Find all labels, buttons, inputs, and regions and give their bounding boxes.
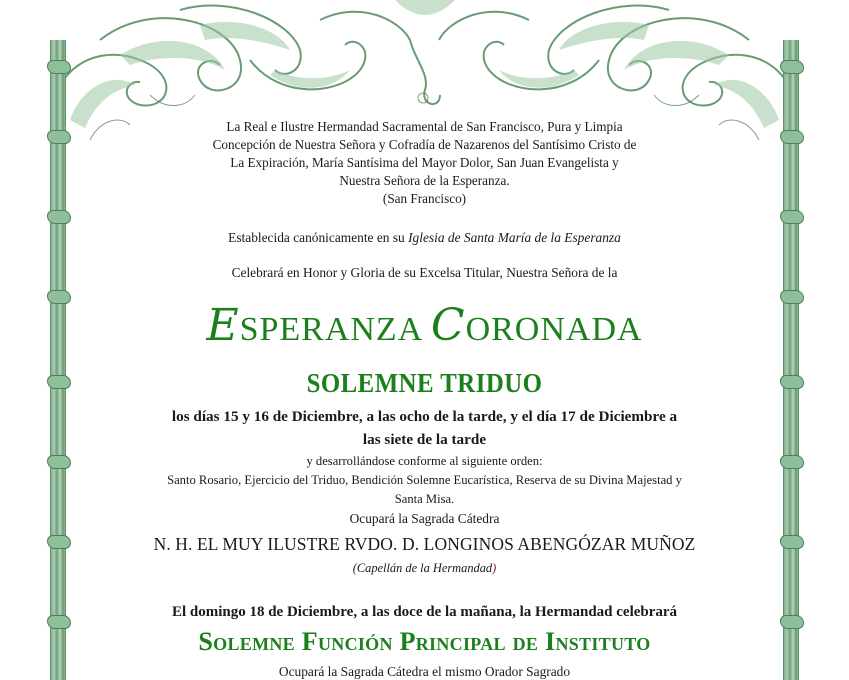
titular-heading: [70, 300, 779, 351]
capellan-text: (Capellán de la Hermandad: [352, 561, 493, 575]
hermandad-line: La Real e Ilustre Hermandad Sacramental de San Francisco, Pura y Limpia: [226, 119, 623, 134]
left-border-column: [50, 40, 66, 680]
capellan-note: [70, 561, 779, 576]
titular-initial-c: C: [430, 300, 466, 351]
funcion-catedra-partial: Ocupará la Sagrada Cátedra el mismo Orador Sagrado: [278, 664, 571, 679]
catedra-line: Ocupará la Sagrada Cátedra: [349, 511, 500, 526]
triduo-dates-line1: los días 15 y 16 de Diciembre, a las ocho de la tarde, y el día 17 de Diciembre a: [171, 408, 678, 425]
orden-line2: Santa Misa.: [394, 492, 455, 506]
titular-word2-rest: ORONADA: [465, 311, 643, 348]
celebrara-line: Celebrará en Honor y Gloria de su Excelsa Titular, Nuestra Señora de la: [231, 265, 618, 280]
hermandad-line: Nuestra Señora de la Esperanza.: [339, 173, 510, 188]
establecida-prefix: Establecida canónicamente en su: [228, 230, 409, 245]
right-border-column: [783, 40, 799, 680]
church-name: Iglesia de Santa María de la Esperanza: [408, 230, 621, 245]
orador-name: N. H. EL MUY ILUSTRE RVDO. D. LONGINOS ABENGÓZAR MUÑOZ: [153, 534, 696, 554]
triduo-dates: [50, 405, 799, 451]
hermandad-line: Concepción de Nuestra Señora y Cofradía de Nazarenos del Santísimo Cristo de: [212, 137, 637, 152]
triduo-dates-line2: las siete de la tarde: [362, 431, 487, 448]
hermandad-name-block: [70, 118, 779, 208]
titular-initial-e: E: [206, 300, 240, 351]
titular-word1-rest: SPERANZA: [239, 311, 422, 348]
triduo-title: SOLEMNE TRIDUO: [306, 368, 543, 398]
triduo-orden: [50, 452, 799, 509]
hermandad-line: La Expiración, María Santísima del Mayor Dolor, San Juan Evangelista y: [230, 155, 619, 170]
capellan-close-paren: ): [492, 561, 497, 575]
orden-intro: y desarrollándose conforme al siguiente orden:: [306, 454, 543, 468]
funcion-title: Solemne Función Principal de Instituto: [198, 627, 651, 656]
hermandad-line: (San Francisco): [382, 191, 467, 206]
establecida-line: [70, 230, 779, 246]
funcion-intro: El domingo 18 de Diciembre, a las doce de la mañana, la Hermandad celebrará: [171, 604, 678, 620]
orden-line1: Santo Rosario, Ejercicio del Triduo, Bendición Solemne Eucarística, Reserva de su Divina Majestad y: [167, 473, 682, 487]
